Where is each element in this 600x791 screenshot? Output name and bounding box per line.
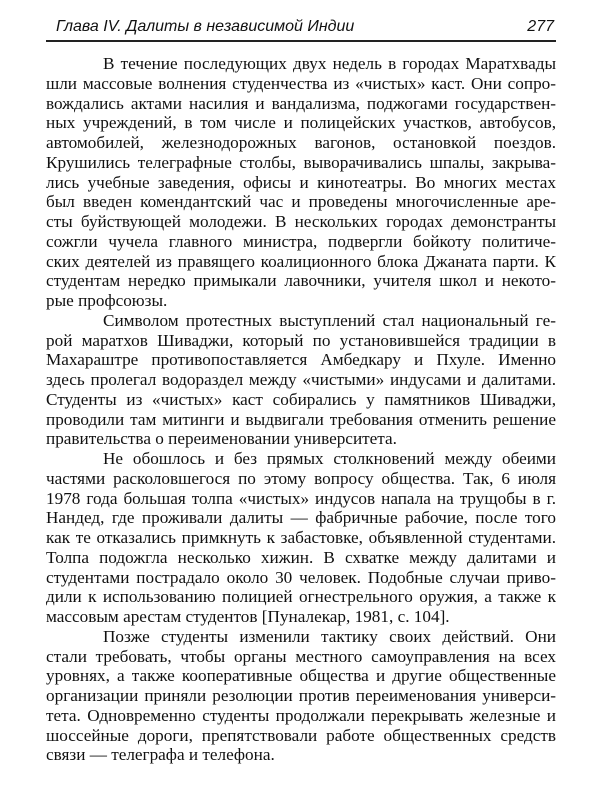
text-line: шоссейные дороги, препятствовали работе общественных средств — [46, 725, 556, 745]
text-line: Махараштре противопоставляется Амбедкару и Пхуле. Именно — [46, 350, 556, 370]
paragraph — [46, 54, 556, 311]
text-line: организации приняли резолюции против переименования универси- — [46, 686, 556, 705]
page-number: 277 — [527, 18, 554, 35]
text-line: ских деятелей из правящего коалиционного блока Джаната парти. К — [46, 251, 556, 271]
text-line: вождались актами насилия и вандализма, поджогами государствен- — [46, 93, 556, 113]
text-line: шли массовые волнения студенчества из «чистых» каст. Они сопро- — [46, 73, 556, 93]
paragraph — [46, 627, 556, 765]
text-line: уровнях, а также кооперативные общества и другие общественные — [46, 666, 556, 686]
text-line: массовым арестам студентов [Пуналекар, 1981, с. 104]. — [46, 607, 450, 626]
text-line: ных учреждений, в том числе и полицейских участков, автобусов, — [46, 113, 556, 133]
chapter-title: Глава IV. Далиты в независимой Индии — [56, 18, 355, 35]
text-line: автомобилей, железнодорожных вагонов, остановкой поездов. — [46, 133, 556, 152]
text-line: дили к использованию полицией огнестрельного оружия, а также к — [46, 587, 556, 607]
text-line: здесь пролегал водораздел между «чистыми» индусами и далитами. — [46, 370, 556, 389]
text-line: был введен комендантский час и проведены многочисленные аре- — [46, 192, 556, 212]
paragraph — [46, 311, 556, 449]
text-line: сты буйствующей молодежи. В нескольких городах демонстранты — [46, 212, 556, 231]
paragraph — [46, 449, 556, 627]
text-line: Не обошлось и без прямых столкновений между обеими — [103, 449, 556, 468]
running-header — [46, 14, 556, 42]
text-line: рой маратхов Шиваджи, который по установившейся традиции в — [46, 330, 556, 350]
body-text — [46, 54, 556, 765]
text-line: сожгли чучела главного министра, подвергли бойкоту политиче- — [46, 231, 556, 251]
text-line: 1978 года большая толпа «чистых» индусов напала на трущобы в г. — [46, 488, 556, 508]
text-line: В течение последующих двух недель в городах Маратхвады — [103, 54, 556, 73]
text-line: связи — телеграфа и телефона. — [46, 745, 275, 765]
text-line: тета. Одновременно студенты продолжали перекрывать железные и — [46, 705, 556, 725]
text-line: как те отказались примкнуть к забастовке, объявленной студентами. — [46, 528, 556, 547]
text-line: правительства о переименовании университета. — [46, 429, 397, 449]
text-line: стали требовать, чтобы органы местного самоуправления на всех — [46, 646, 556, 666]
text-line: частями расколовшегося по этому вопросу общества. Так, 6 июля — [46, 468, 556, 488]
text-line: рые профсоюзы. — [46, 291, 168, 310]
text-line: Нандед, где проживали далиты — фабричные рабочие, после того — [46, 508, 556, 528]
text-line: лись учебные заведения, офисы и кинотеатры. Во многих местах — [46, 172, 556, 192]
text-line: Символом протестных выступлений стал национальный ге- — [103, 310, 556, 330]
text-line: проводили там митинги и выдвигали требования отменить решение — [46, 409, 556, 429]
text-line: Крушились телеграфные столбы, выворачивались шпалы, закрыва- — [46, 152, 556, 172]
text-line: студентам нередко примыкали лавочники, учителя школ и некото- — [46, 271, 556, 291]
text-line: Позже студенты изменили тактику своих действий. Они — [103, 626, 556, 646]
text-line: Студенты из «чистых» каст собирались у памятников Шиваджи, — [46, 389, 556, 409]
text-line: Толпа подожгла несколько хижин. В схватке между далитами и — [46, 547, 556, 567]
text-line: студентами пострадало около 30 человек. Подобные случаи приво- — [46, 567, 556, 587]
